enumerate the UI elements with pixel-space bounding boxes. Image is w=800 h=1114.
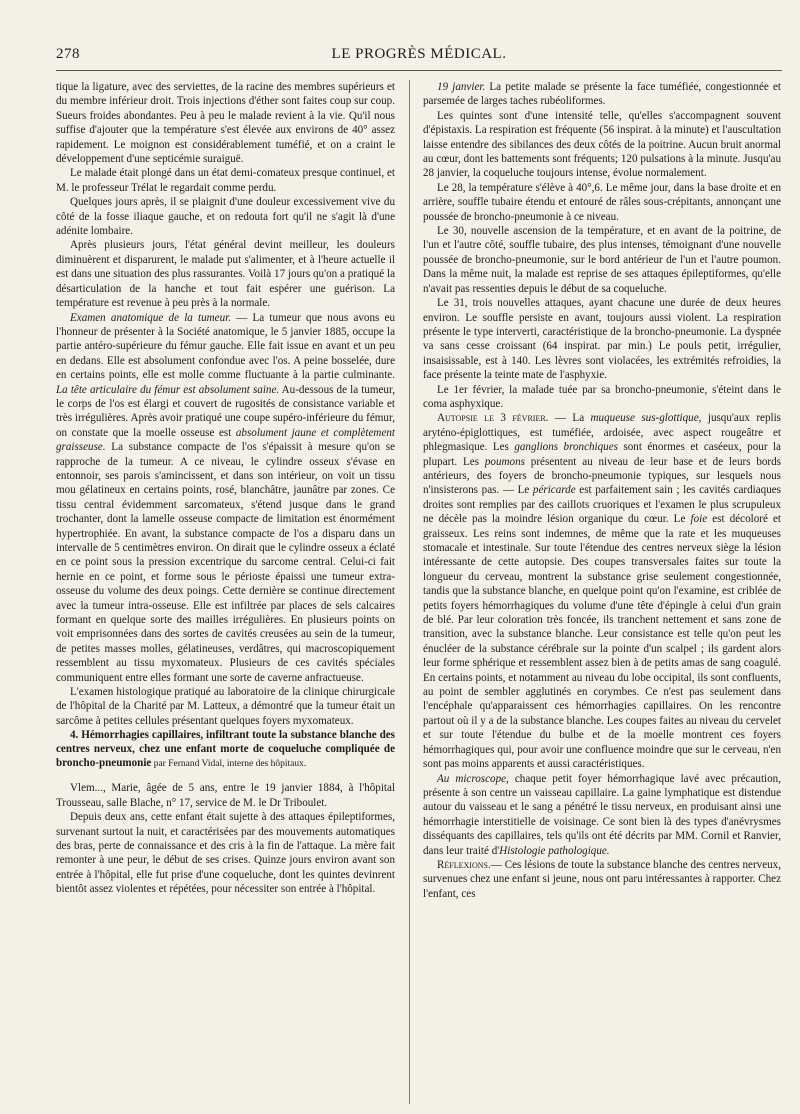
italic-run: absolument jaune et complètement graisseuse.	[56, 426, 395, 454]
smallcaps-lead: Autopsie le 3 février.	[437, 412, 549, 425]
spacer	[56, 771, 395, 781]
paragraph: tique la ligature, avec des serviettes, de la racine des membres supérieurs et du membre inférieur droit. Trois injections d'éther sont faites coup sur coup. Sueurs froides abondantes. Peu à peu le malade revient à la vie. Qu'il nous suffise d'ajouter que la température s'est élevée aux environs de 40° assez rapidement. Le moignon est considérablement tuméfié, et on a craint le développement d'une septicémie suraiguë.	[56, 81, 395, 166]
section-author: par Fernand Vidal, interne des hôpitaux.	[151, 759, 307, 770]
header-rule	[56, 70, 782, 71]
paragraph	[423, 772, 781, 858]
italic-run: péricarde	[532, 484, 576, 497]
italic-run: ganglions bronchiques	[514, 441, 618, 454]
italic-run: muqueuse sus-glottique,	[590, 412, 702, 425]
paragraph	[56, 311, 395, 686]
italic-run: poumons	[484, 455, 525, 468]
paragraph	[423, 80, 781, 109]
paragraph: Vlem..., Marie, âgée de 5 ans, entre le 19 janvier 1884, à l'hôpital Trousseau, salle Blache, n° 17, service de M. le Dr Triboulet.	[56, 782, 395, 809]
text-run: — Ces lésions de toute la substance blanche des centres nerveux, survenues chez une enfant si jeune, nous ont paru intéressantes à rapporter. Chez l'enfant, ces	[423, 858, 781, 900]
page-number: 278	[56, 46, 80, 62]
paragraph: Le 1er février, la malade tuée par sa broncho-pneumonie, s'éteint dans le coma asphyxique.	[423, 383, 781, 410]
journal-title: LE PROGRÈS MÉDICAL.	[331, 46, 507, 62]
text-run: — La	[548, 412, 591, 425]
section-title	[56, 728, 395, 771]
italic-lead: Examen anatomique de la tumeur.	[70, 311, 232, 324]
section-title-text: 4. Hémorrhagies capillaires, infiltrant toute la substance blanche des centres nerveux, chez une enfant morte de coqueluche compliquée de broncho-pneumonie	[56, 729, 395, 770]
paragraph: Quelques jours après, il se plaignit d'une douleur excessivement vive du côté de la fosse iliaque gauche, et on redouta fort qu'il ne s'agit là d'une adénite lombaire.	[56, 196, 395, 238]
paragraph	[423, 858, 781, 901]
italic-lead: Au microscope,	[437, 772, 509, 785]
paragraph: Le 31, trois nouvelles attaques, ayant chacune une durée de deux heures environ. Le souffle persiste en avant, toujours aussi violent. La respiration présente le type interverti, caractéristique de la broncho-pneumonie. La dyspnée va sans cesse croissant (64 inspirat. par min.) Le pouls petit, irrégulier, insaisissable, est à 140. Les lèvres sont violacées, les extrémités refroidies, la face présente la teinte mate de l'asphyxie.	[423, 297, 781, 382]
text-run: La substance compacte de l'os s'épaissit à mesure qu'on se rapproche de la tumeur. A ce niveau, le cylindre osseux s'évase en entonnoir, ses parois s'amincissent, et dans son intérieur, on voit un tissu mou gélatineux en certains points, rosé, blanchâtre, jaunâtre par zones. Ce tissu central évidemment sarcomateux, s'étend jusque dans le grand trochanter, dont la lamelle osseuse compacte de limitation est énormément hypertrophiée. En avant, la substance compacte de l'os a disparu dans un intervalle de 5 centimètres environ. On dirait que le cylindre osseux a éclaté en ce point sous la pression excentrique du sarcome central. Celui-ci fait hernie en ce point, et forme sous le périoste épaissi une tumeur extra-osseuse du volume des deux poings. Cette dernière se continue directement avec la tumeur intra-osseuse. Elle est infiltrée par places de sels calcaires formant en quelque sorte des mailles irrégulières. En plusieurs points on voit emprisonnées dans des sortes de cavités creusées au sein de la tumeur, de petites masses molles, gélatineuses, verdâtres, qui macroscopiquement ressemblent au tissu myxomateux. Plusieurs de ces cavités spéciales communiquent entre elles formant une sorte de caverne anfractueuse.	[56, 441, 395, 684]
text-run: sont énormes et caséeux, pour la plupart. Les	[423, 441, 781, 468]
page-header	[56, 46, 782, 68]
paragraph	[423, 411, 781, 771]
paragraph: Depuis deux ans, cette enfant était sujette à des attaques épileptiformes, survenant surtout la nuit, et caractérisées par des mouvements automatiques des bras, perte de connaissance et des cris à la fin de l'attaque. La mère fait remonter à une peur, le début de ses crises. Quinze jours environ avant son entrée à l'hôpital, elle fut prise d'une coqueluche, dont les quintes devinrent bientôt assez violentes et répétées, pour nécessiter son entrée à l'hôpital.	[56, 811, 395, 896]
text-run: présentent au niveau de leur base et de leurs bords antérieurs, des foyers de broncho-pneumonie typiques, sur lesquels nous n'insisterons pas. — Le	[423, 455, 781, 497]
left-column	[56, 80, 395, 1108]
italic-run: La tête articulaire du fémur est absolument saine.	[56, 383, 280, 396]
italic-lead: 19 janvier.	[437, 81, 486, 93]
text-run: Au-dessous de la tumeur, le corps de l'os est élargi et couvert de rugosités de consistance variable et très irrégulières. Après avoir pratiqué une coupe supéro-inférieure du fémur, on constate que la moelle osseuse est	[56, 383, 395, 439]
text-run: — La tumeur que nous avons eu l'honneur de présenter à la Société anatomique, le 5 janvier 1885, occupe la partie antéro-supérieure du fémur gauche. Elle fait issue en avant et un peu en dedans. Elle est absolument confondue avec l'os. A peine bosselée, dure en certains points, elle est molle comme fluctuante à la partie culminante.	[56, 311, 395, 382]
text-run: est décoloré et graisseux. Les reins sont indemnes, de même que la rate et les muqueuses stomacale et intestinale. Sur toute l'étendue des centres nerveux siège la lésion intéressante de cette autopsie. Des coupes transversales faites sur toute la longueur du cerveau, montrent la substance grise seulement congestionnée, tandis que la substance blanche, en quelque point qu'on l'examine, est criblée de petits foyers hémorrhagiques du volume d'une tête d'épingle à celui d'un grain de blé. Par leur coloration très foncée, ils tranchent nettement et sans zone de transition, avec la substance blanche. Leur consistance est telle qu'on peut les énucléer de la substance cérébrale sur la pointe d'un scalpel ; ils gardent alors leur forme sphérique et ressemblent assez bien à de petits amas de sang coagulé. En certains points, et notamment au niveau du lobe occipital, ils sont confluents, au point de sembler agglutinés en corymbes. Ce n'est pas seulement dans l'encéphale qu'apparaissent ces hémorrhagies capillaires. On les rencontre partout où il y a de la substance blanche. Les coupes faites au niveau du cervelet et sur toute l'étendue du bulbe et de la moelle montrent ces foyers hémorrhagiques qui, pour avoir une confluence moindre que sur le cerveau, n'en sont pas moins apparents et aussi caractéristiques.	[423, 513, 781, 771]
paragraph: Le malade était plongé dans un état demi-comateux presque continuel, et M. le professeur Trélat le regardait comme perdu.	[56, 167, 395, 194]
text-run: La petite malade se présente la face tuméfiée, congestionnée et parsemée de larges taches rubéoliformes.	[423, 81, 781, 108]
right-column	[423, 80, 781, 1108]
column-divider	[409, 80, 410, 1104]
paragraph: Les quintes sont d'une intensité telle, qu'elles s'accompagnent souvent d'épistaxis. La respiration est fréquente (56 inspirat. à la minute) et l'auscultation laisse entendre des sibilances des deux côtés de la poitrine. Aucun bruit anormal au cœur, dont les battements sont fréquents; 120 pulsations à la minute. Jusqu'au 28 janvier, la coqueluche toujours intense, évolue normalement.	[423, 109, 781, 180]
text-run: chaque petit foyer hémorrhagique lavé avec précaution, présente à son centre un vaisseau capillaire. La gaine lymphatique est distendue autour du vaisseau et le sang a pénétré le tissu nerveux, en produisant ainsi une hémorrhagie interstitielle de voisinage. Ce sont bien là des types d'anévrysmes disséquants des capillaires, tels qu'ils ont été décrits par MM. Cornil et Ranvier, dans leur traité d'	[423, 772, 781, 857]
paragraph: Le 28, la température s'élève à 40°,6. Le même jour, dans la base droite et en arrière, souffle tubaire étendu et entouré de râles sous-crépitants, annonçant une poussée de broncho-pneumonie à ce niveau.	[423, 181, 781, 223]
smallcaps-lead: Réflexions.	[437, 858, 491, 871]
paragraph: Après plusieurs jours, l'état général devint meilleur, les douleurs diminuèrent et disparurent, le malade put s'alimenter, et à l'heure actuelle il est dans une situation des plus rassurantes. Voilà 17 jours qu'on a pratiqué la désarticulation de la hanche et tout fait espérer une guérison. La température est revenue à peu près à la normale.	[56, 239, 395, 310]
italic-run: foie	[690, 513, 708, 526]
text-run: jusqu'aux replis aryténo-épiglottiques, est tuméfiée, ardoisée, avec aspect rougeâtre et phlegmasique. Les	[423, 412, 781, 454]
paragraph: Le 30, nouvelle ascension de la température, et en avant de la poitrine, de l'un et l'autre côté, souffle tubaire, des plus intenses, témoignant d'une nouvelle poussée de broncho-pneumonie, sur le bord antérieur de l'un et l'autre poumon. Dans la même nuit, la malade est reprise de ses attaques épileptiformes, qu'elle n'avait pas ressenties depuis le début de sa coqueluche.	[423, 225, 781, 295]
paragraph: L'examen histologique pratiqué au laboratoire de la clinique chirurgicale de l'hôpital de la Charité par M. Latteux, a démontré que la tumeur était un sarcôme à petites cellules présentant quelques foyers myxomateux.	[56, 686, 395, 727]
text-run: est parfaitement sain ; les cavités cardiaques droites sont remplies par des caillots cruoriques et l'examen le plus scrupuleux ne décèle pas la moindre lésion organique du cœur. Le	[423, 484, 781, 526]
italic-run: Histologie pathologique.	[499, 844, 610, 857]
